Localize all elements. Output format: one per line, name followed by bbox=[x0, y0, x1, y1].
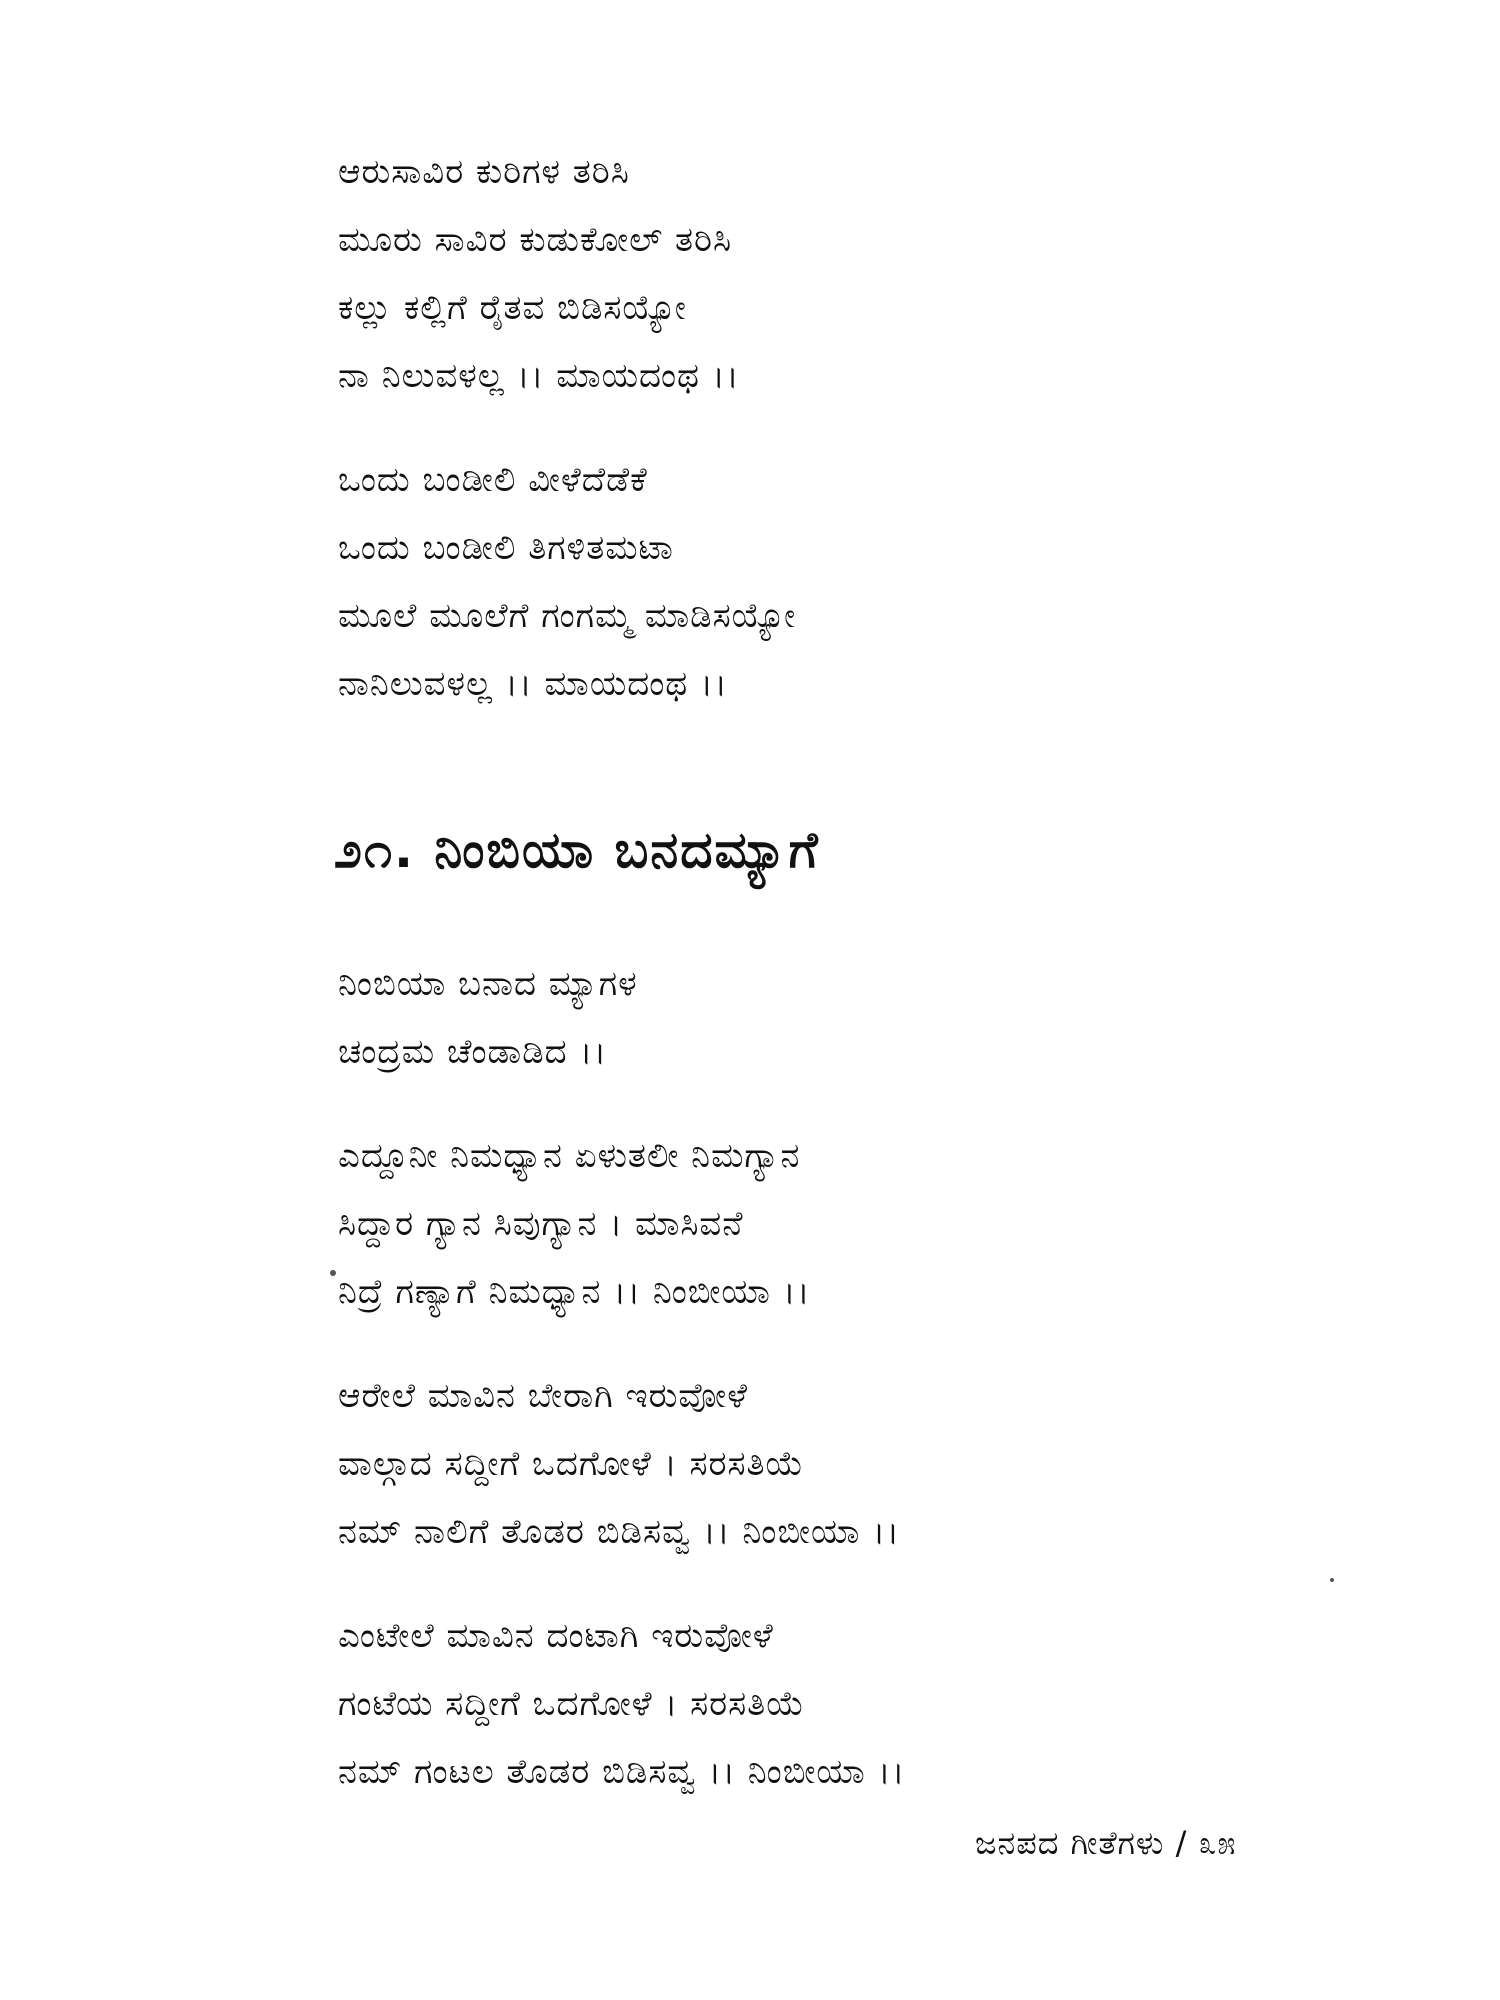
stanza bbox=[338, 1602, 1238, 1806]
verse-line: ಎದ್ದೂನೀ ನಿಮಧ್ಯಾನ ಏಳುತಲೀ ನಿಮಗ್ಯಾನ bbox=[338, 1136, 801, 1176]
song-body bbox=[338, 950, 1238, 1842]
verse-line: ಮೂರು ಸಾವಿರ ಕುಡುಕೋಲ್ ತರಿಸಿ bbox=[338, 220, 733, 260]
verse-line: ಒಂದು ಬಂಡೀಲಿ ತಿಗಳಿತಮಟಾ bbox=[338, 528, 674, 568]
stanza bbox=[338, 446, 1238, 718]
verse-line: ನಮ್ ಗಂಟಲ ತೊಡರ ಬಿಡಿಸವ್ವ ।। ನಿಂಬೀಯಾ ।। bbox=[338, 1752, 906, 1792]
verse-line: ಕಲ್ಲು ಕಲ್ಲಿಗೆ ರೈತವ ಬಿಡಿಸಯ್ಯೋ bbox=[338, 288, 687, 328]
verse-line: ನಾ ನಿಲುವಳಲ್ಲ ।। ಮಾಯದಂಥ ।। bbox=[338, 356, 740, 396]
stanza bbox=[338, 1362, 1238, 1566]
verse-line: ವಾಲ್ಗಾದ ಸದ್ದೀಗೆ ಒದಗೋಳೆ । ಸರಸತಿಯೆ bbox=[338, 1444, 805, 1484]
verse-line: ನಿದ್ರೆ ಗಣ್ಯಾಗೆ ನಿಮಧ್ಯಾನ ।। ನಿಂಬೀಯಾ ।। bbox=[338, 1272, 811, 1312]
song-title: ೨೧. ನಿಂಬಿಯಾ ಬನದಮ್ಯಾಗೆ bbox=[334, 821, 820, 879]
verse-line: ಎಂಟೇಲೆ ಮಾವಿನ ದಂಟಾಗಿ ಇರುವೋಳೆ bbox=[338, 1616, 774, 1656]
scan-speck bbox=[330, 1270, 336, 1276]
verse-line: ಮೂಲೆ ಮೂಲೆಗೆ ಗಂಗಮ್ಮ ಮಾಡಿಸಯ್ಯೋ bbox=[338, 596, 797, 636]
verse-line: ನಮ್ ನಾಲಿಗೆ ತೊಡರ ಬಿಡಿಸವ್ವ ।। ನಿಂಬೀಯಾ ।। bbox=[338, 1512, 901, 1552]
verse-line: ಆರೇಲೆ ಮಾವಿನ ಬೇರಾಗಿ ಇರುವೋಳೆ bbox=[338, 1376, 749, 1416]
stanza bbox=[338, 950, 1238, 1086]
verse-line: ನಾನಿಲುವಳಲ್ಲ ।। ಮಾಯದಂಥ ।। bbox=[338, 664, 728, 704]
scan-speck bbox=[1330, 1578, 1334, 1582]
verse-line: ಒಂದು ಬಂಡೀಲಿ ವೀಳೆದೆಡೆಕೆ bbox=[338, 460, 648, 500]
stanza bbox=[338, 138, 1238, 410]
verse-line: ಸಿದ್ದಾರ ಗ್ಯಾನ ಸಿವುಗ್ಯಾನ । ಮಾಸಿವನೆ bbox=[338, 1204, 744, 1244]
verse-line: ಗಂಟೆಯ ಸದ್ದೀಗೆ ಒದಗೋಳೆ । ಸರಸತಿಯೆ bbox=[338, 1684, 805, 1724]
previous-song-continuation bbox=[338, 138, 1238, 754]
verse-line: ಚಂದ್ರಮ ಚೆಂಡಾಡಿದ ।। bbox=[338, 1032, 608, 1072]
page-footer: ಜನಪದ ಗೀತೆಗಳು / ೩೫ bbox=[975, 1824, 1237, 1862]
verse-line: ನಿಂಬಿಯಾ ಬನಾದ ಮ್ಯಾಗಳ bbox=[338, 964, 638, 1004]
stanza bbox=[338, 1122, 1238, 1326]
verse-line: ಆರುಸಾವಿರ ಕುರಿಗಳ ತರಿಸಿ bbox=[338, 152, 630, 192]
